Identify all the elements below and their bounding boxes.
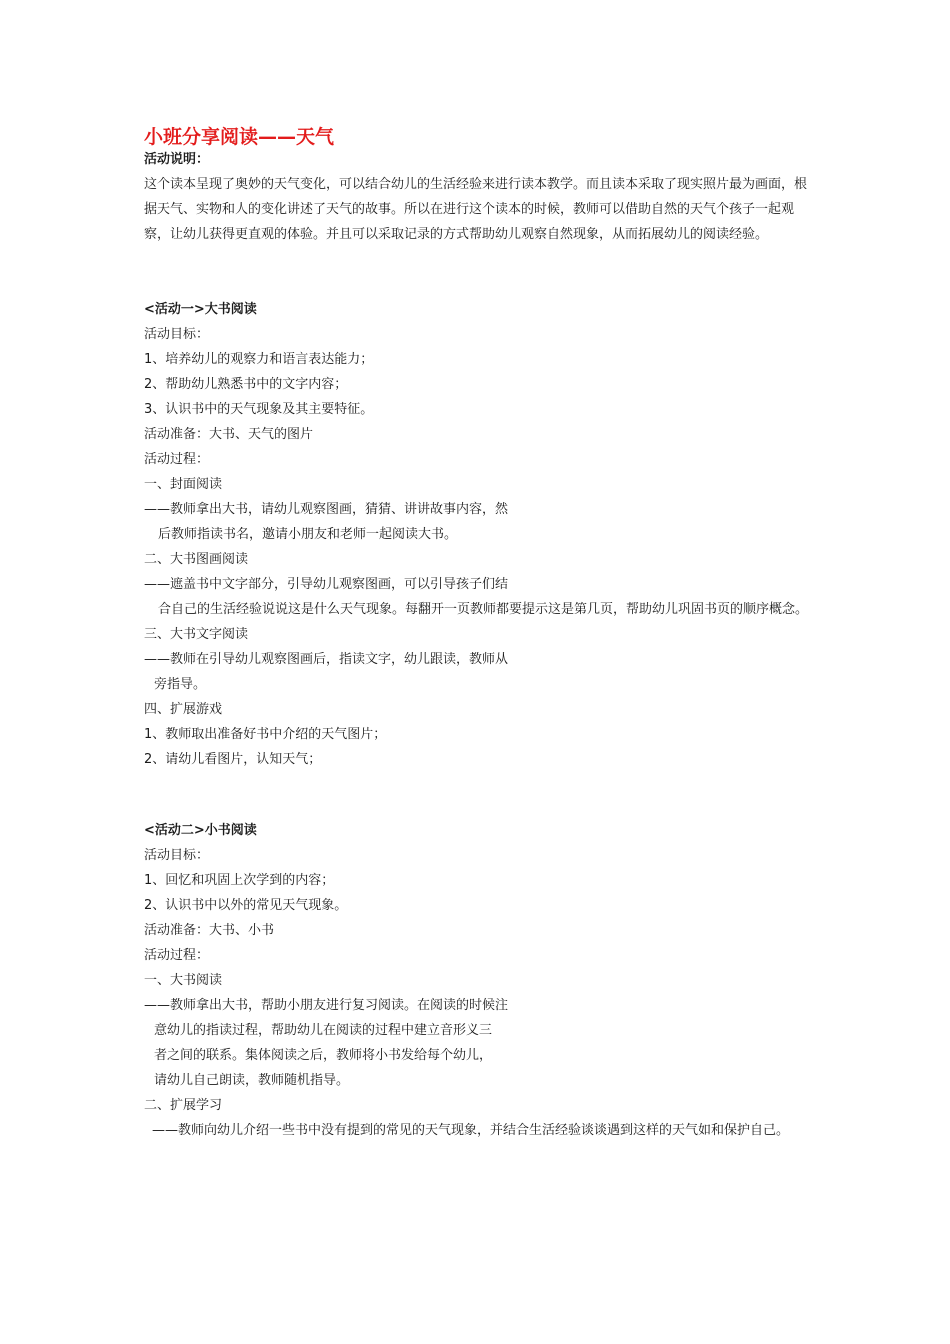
activity2-step1-title: 一、大书阅读 [144, 973, 223, 988]
activity2-step1-text: ——教师拿出大书，帮助小朋友进行复习阅读。在阅读的时候注 [144, 998, 509, 1013]
activity2-step1-text: 意幼儿的指读过程，帮助幼儿在阅读的过程中建立音形义三 [154, 1023, 493, 1038]
activity1-goal: 3、认识书中的天气现象及其主要特征。 [144, 402, 374, 417]
activity1-goals-label: 活动目标： [144, 327, 210, 342]
activity2-process-label: 活动过程： [144, 948, 210, 963]
activity1-process-label: 活动过程： [144, 452, 210, 467]
activity1-step3-title: 三、大书文字阅读 [144, 627, 249, 642]
activity1-step4-item: 2、请幼儿看图片，认知天气； [144, 752, 322, 767]
activity2-prep: 活动准备：大书、小书 [144, 923, 275, 938]
activity1-step4-title: 四、扩展游戏 [144, 702, 223, 717]
activity1-prep: 活动准备：大书、天气的图片 [144, 427, 314, 442]
page-title: 小班分享阅读——天气 [144, 126, 335, 148]
intro-paragraph: 这个读本呈现了奥妙的天气变化，可以结合幼儿的生活经验来进行读本教学。而且读本采取了现实照片最为画面，根据天气、实物和人的变化讲述了天气的故事。所以在进行这个读本的时候，教师可以借助自然的天气个孩子一起观察，让幼儿获得更直观的体验。并且可以采取记录的方式帮助幼儿观察自然现象，从而拓展幼儿的阅读经验。 [144, 177, 808, 242]
activity1-step1-text: ——教师拿出大书，请幼儿观察图画，猜猜、讲讲故事内容，然 [144, 502, 509, 517]
document-content [144, 124, 814, 1143]
activity1-step1-title: 一、封面阅读 [144, 477, 223, 492]
activity1-step2-text [144, 597, 814, 622]
activity1-step3-text: ——教师在引导幼儿观察图画后，指读文字，幼儿跟读，教师从 [144, 652, 509, 667]
activity1-step1-text: 后教师指读书名，邀请小朋友和老师一起阅读大书。 [158, 527, 458, 542]
activity2-step2-body: ——教师向幼儿介绍一些书中没有提到的常见的天气现象，并结合生活经验谈谈遇到这样的天气如和保护自己。 [152, 1123, 790, 1138]
activity1-heading: <活动一>大书阅读 [144, 302, 257, 317]
activity1-step2-title: 二、大书图画阅读 [144, 552, 249, 567]
activity2-goals-label: 活动目标： [144, 848, 210, 863]
activity2-step1-text: 者之间的联系。集体阅读之后，教师将小书发给每个幼儿， [154, 1048, 493, 1063]
activity2-goal: 2、认识书中以外的常见天气现象。 [144, 898, 348, 913]
activity2-step1-text: 请幼儿自己朗读，教师随机指导。 [154, 1073, 350, 1088]
activity2-step2-text [144, 1118, 814, 1143]
intro-label: 活动说明： [144, 152, 210, 167]
activity1-step3-text: 旁指导。 [154, 677, 207, 692]
activity1-step4-item: 1、教师取出准备好书中介绍的天气图片； [144, 727, 387, 742]
activity1-goal: 1、培养幼儿的观察力和语言表达能力； [144, 352, 374, 367]
activity2-goal: 1、回忆和巩固上次学到的内容； [144, 873, 335, 888]
activity1-step2-text: ——遮盖书中文字部分，引导幼儿观察图画，可以引导孩子们结 [144, 577, 509, 592]
activity1-step2-continued: 合自己的生活经验说说这是什么天气现象。每翻开一页教师都要提示这是第几页，帮助幼儿巩固书页的顺序概念。 [158, 602, 809, 617]
activity2-step2-title: 二、扩展学习 [144, 1098, 223, 1113]
activity2-heading: <活动二>小书阅读 [144, 823, 257, 838]
activity1-goal: 2、帮助幼儿熟悉书中的文字内容； [144, 377, 348, 392]
